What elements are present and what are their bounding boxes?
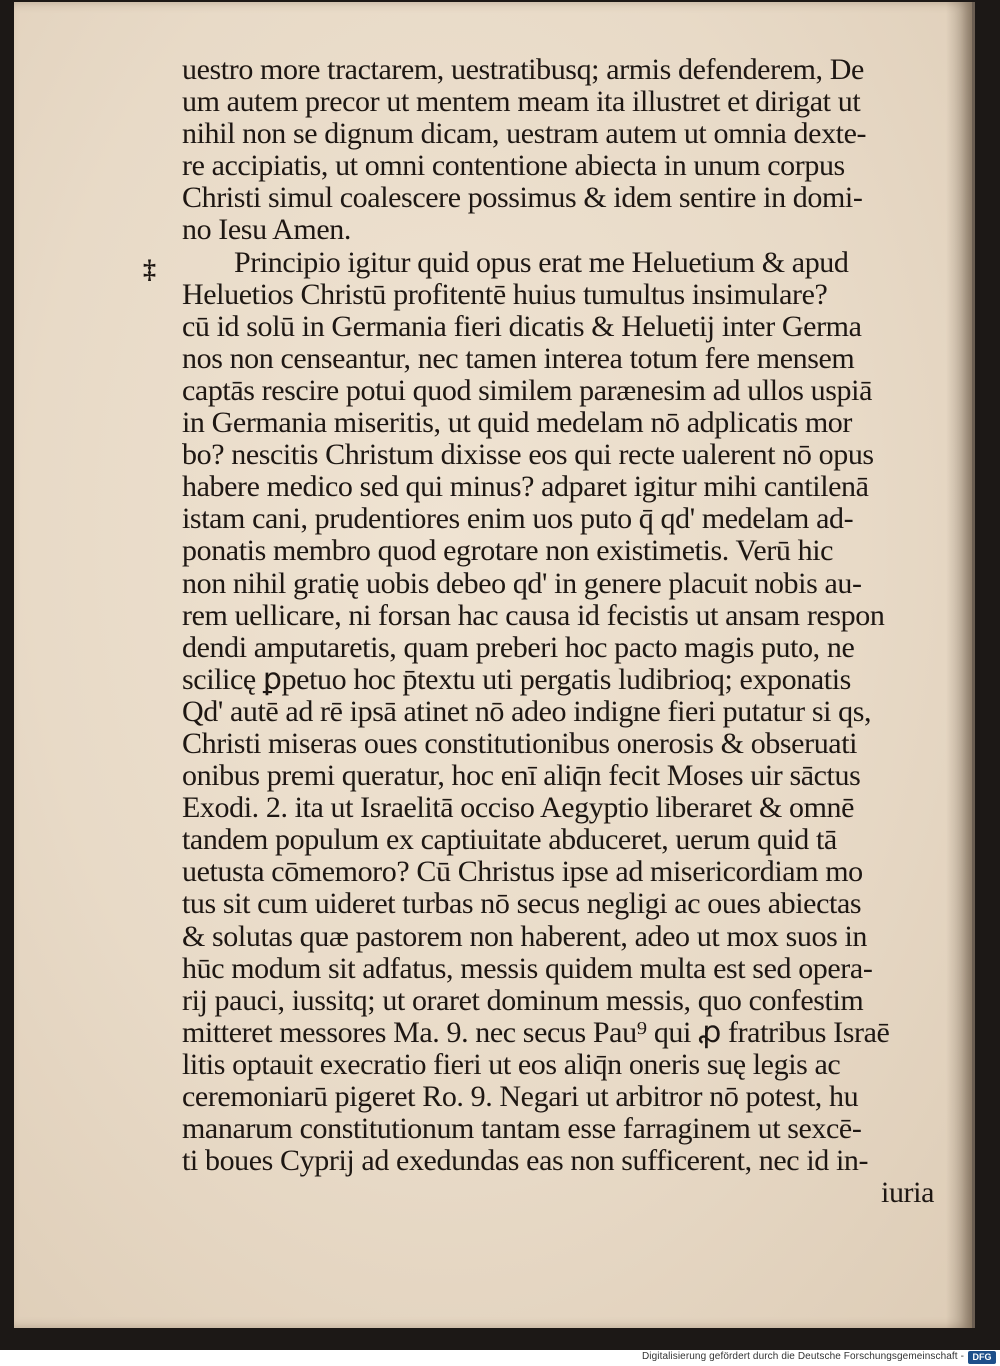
text-line: ti boues Cyprij ad exedundas eas non sufficerent, nec id in- (182, 1144, 869, 1178)
text-line: tandem populum ex captiuitate abduceret, uerum quid tā (182, 823, 837, 857)
text-line: Qd' autē ad rē ipsā atinet nō adeo indigne fieri putatur si qs, (182, 694, 872, 728)
text-line: uetusta cōmemoro? Cū Christus ipse ad misericordiam mo (182, 855, 863, 889)
footer (0, 1350, 1000, 1366)
text-line: manarum constitutionum tantam esse farraginem ut sexcē- (182, 1112, 862, 1146)
text-line: litis optauit execratio fieri ut eos aliq̄n oneris suę legis ac (182, 1047, 841, 1081)
text-line: nos non censeantur, nec tamen interea totum fere mensem (182, 341, 855, 375)
text-line: Heluetios Christū profitentē huius tumultus insimulare? (182, 277, 828, 311)
text-line: in Germania miseritis, ut quid medelam nō adplicatis mor (182, 406, 852, 440)
text-line: captās rescire potui quod similem parænesim ad ullos uspiā (182, 373, 872, 407)
text-line: nihil non se dignum dicam, uestram autem ut omnia dexte- (182, 117, 867, 151)
text-line: Principio igitur quid opus erat me Heluetium & apud (234, 245, 849, 279)
text-line: ponatis membro quod egrotare non existimetis. Verū hic (182, 534, 834, 568)
text-line: Exodi. 2. ita ut Israelitā occiso Aegyptio liberaret & omnē (182, 791, 855, 825)
text-line: dendi amputaretis, quam preberi hoc pacto magis puto, ne (182, 630, 855, 664)
text-line: re accipiatis, ut omni contentione abiecta in unum corpus (182, 149, 845, 183)
text-line: Christi miseras oues constitutionibus onerosis & obseruati (182, 726, 858, 760)
text-line: uestro more tractarem, uestratibusq; armis defenderem, De (182, 53, 864, 86)
text-line: scilicę ꝑpetuo hoc p̄textu uti pergatis ludibrioq; exponatis (182, 662, 851, 696)
text-line: Christi simul coalescere possimus & idem sentire in domi- (182, 181, 863, 215)
text-line: bo? nescitis Christum dixisse eos qui recte ualerent nō opus (182, 438, 874, 472)
text-line: istam cani, prudentiores enim uos puto q̄ qd' medelam ad- (182, 502, 854, 536)
page-gutter-shadow (946, 2, 972, 1328)
text-line: no Iesu Amen. (182, 213, 351, 247)
text-line: & solutas quæ pastorem non haberent, adeo ut mox suos in (182, 919, 868, 953)
text-line: tus sit cum uideret turbas nō secus negligi ac oues abiectas (182, 887, 862, 921)
text-line: mitteret messores Ma. 9. nec secus Pau⁹ qui ꝓ fratribus Israē (182, 1015, 890, 1049)
text-line: hūc modum sit adfatus, messis quidem multa est sed opera- (182, 951, 873, 985)
digitization-credit: Digitalisierung gefördert durch die Deutsche Forschungsgemeinschaft - (641, 1351, 964, 1362)
dfg-logo: DFG (968, 1351, 996, 1364)
text-line: cū id solū in Germania fieri dicatis & Heluetij inter Germa (182, 309, 862, 343)
text-line: rem uellicare, ni forsan hac causa id fecistis ut ansam respon (182, 598, 885, 632)
text-line: non nihil gratię uobis debeo qd' in genere placuit nobis au- (182, 566, 862, 600)
text-line: um autem precor ut mentem meam ita illustret et dirigat ut (182, 85, 861, 119)
text-line: onibus premi queratur, hoc enī aliq̄n fecit Moses uir sāctus (182, 759, 861, 793)
text-line: habere medico sed qui minus? adparet igitur mihi cantilenā (182, 470, 869, 504)
text-line: rij pauci, iussitq; ut oraret dominum messis, quo confestim (182, 983, 864, 1017)
text-line: iuria (881, 1176, 934, 1210)
margin-marker: ‡ (143, 255, 156, 284)
page-text-block (182, 54, 942, 1209)
text-line: ceremoniarū pigeret Ro. 9. Negari ut arbitror nō potest, hu (182, 1080, 859, 1113)
